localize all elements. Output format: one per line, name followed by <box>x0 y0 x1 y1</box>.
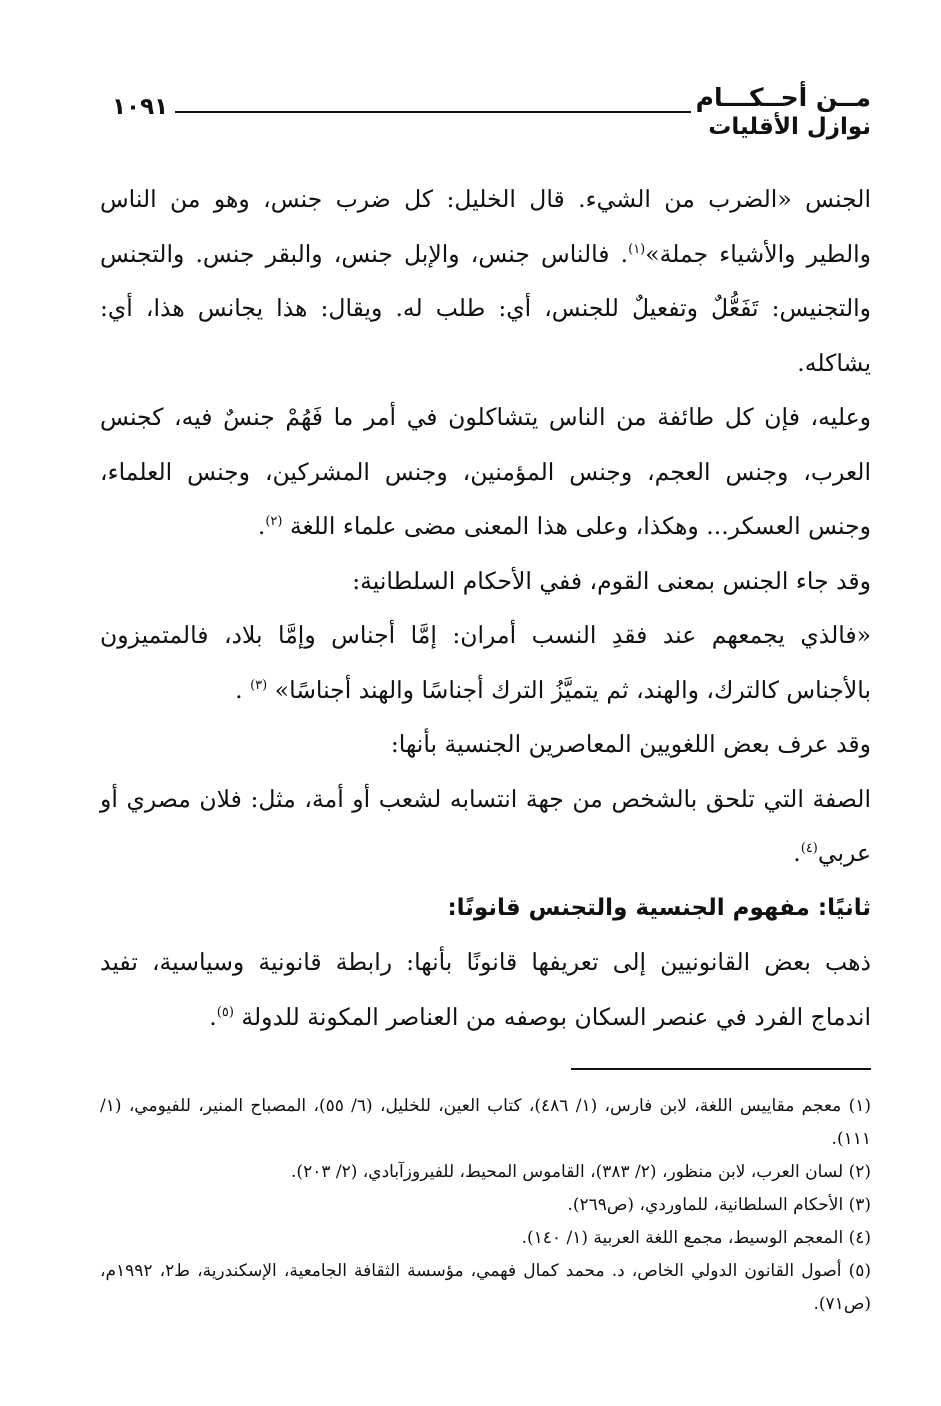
quote-text: «فالذي يجمعهم عند فقدِ النسب أمران: إمَّا أجناس وإمَّا بلاد، فالمتميزون بالأجناس كالترك، والهند، ثم يتميَّزُ الترك أجناسًا والهند أجناسًا» <box>100 621 871 704</box>
page-number: ١٠٩١ <box>112 94 169 120</box>
footnote-1: (١) معجم مقاييس اللغة، لابن فارس، (١/ ٤٨٦)، كتاب العين، للخليل، (٦/ ٥٥)، المصباح المنير، للفيومي، (١/ ١١١). <box>100 1096 871 1149</box>
paragraph-5-text: الصفة التي تلحق بالشخص من جهة انتسابه لشعب أو أمة، مثل: فلان مصري أو عربي <box>100 784 871 867</box>
paragraph-3-text: وقد جاء الجنس بمعنى القوم، ففي الأحكام السلطانية: <box>352 566 871 595</box>
paragraph-6 <box>100 935 871 1044</box>
footnote-ref-4: (٤) <box>800 841 818 857</box>
footnote-ref-3: (٣) <box>250 677 268 693</box>
header-title-line2: نوازل الأقليات <box>708 114 871 141</box>
paragraph-1-text-a: الجنس «الضرب من الشيء. قال الخليل: كل ضرب جنس، وهو من الناس والطير والأشياء جملة» <box>100 185 871 268</box>
footnote-ref-5: (٥) <box>216 1004 234 1020</box>
footnote-3: (٣) الأحكام السلطانية، للماوردي، (ص٢٦٩). <box>567 1195 871 1215</box>
header-title <box>696 82 871 142</box>
header-rule <box>175 111 691 113</box>
footnote-separator <box>571 1068 871 1070</box>
quote-end: . <box>235 675 251 704</box>
section-heading-text: ثانيًا: مفهوم الجنسية والتجنس قانونًا: <box>447 894 871 921</box>
paragraph-2-end: . <box>257 512 266 540</box>
paragraph-4-text: وقد عرف بعض اللغويين المعاصرين الجنسية بأنها: <box>390 730 871 758</box>
section-heading <box>100 881 871 936</box>
paragraph-5 <box>100 772 871 881</box>
paragraph-4 <box>100 717 871 772</box>
footnote-ref-2: (٢) <box>265 514 283 530</box>
footnote-ref-1: (١) <box>628 241 646 257</box>
running-header <box>100 80 871 160</box>
header-title-line1: مــن أحــكـــام <box>695 83 871 112</box>
footnote-2: (٢) لسان العرب، لابن منظور، (٢/ ٣٨٣)، القاموس المحيط، للفيروزآبادي، (٢/ ٢٠٣). <box>291 1162 871 1182</box>
paragraph-5-end: . <box>793 839 801 867</box>
paragraph-6-end: . <box>209 1002 217 1031</box>
paragraph-2-text: وعليه، فإن كل طائفة من الناس يتشاكلون في أمر ما فَهُمْ جنسٌ فيه، كجنس العرب، وجنس العجم، وجنس المؤمنين، وجنس المشركين، وجنس العلماء، وجنس العسكر... وهكذا، وعلى هذا المعنى مضى علماء اللغة <box>100 403 871 540</box>
body-text <box>100 172 871 1044</box>
footnote-5: (٥) أصول القانون الدولي الخاص، د. محمد كمال فهمي، مؤسسة الثقافة الجامعية، الإسكندرية، ط٢، ١٩٩٢م، (ص٧١). <box>100 1261 872 1314</box>
footnote-4: (٤) المعجم الوسيط، مجمع اللغة العربية (١/ ١٤٠). <box>521 1228 871 1248</box>
paragraph-1 <box>100 172 871 390</box>
paragraph-1-text-b: . فالناس جنس، والإبل جنس، والبقر جنس. والتجنس والتجنيس: تَفَعُّلٌ وتفعيلٌ للجنس، أي: طلب له. ويقال: هذا يجانس هذا، أي: يشاكله. <box>100 239 871 377</box>
footnotes <box>100 1090 871 1321</box>
paragraph-6-text: ذهب بعض القانونيين إلى تعريفها قانونًا بأنها: رابطة قانونية وسياسية، تفيد اندماج الفرد في عنصر السكان بوصفه من العناصر المكونة للدولة <box>100 948 871 1031</box>
quote-paragraph <box>100 608 871 717</box>
paragraph-3 <box>100 554 871 609</box>
paragraph-2 <box>100 390 871 554</box>
